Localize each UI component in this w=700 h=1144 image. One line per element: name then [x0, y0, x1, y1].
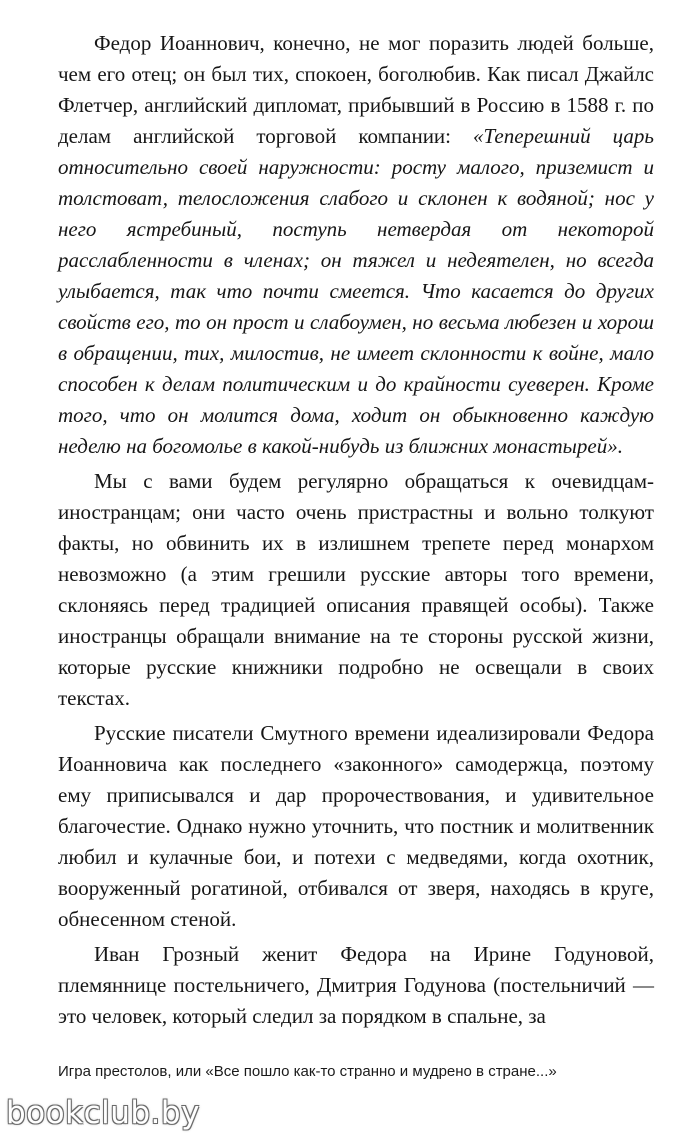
book-page-body — [58, 28, 654, 1036]
paragraph-ivan-marriage: Иван Грозный женит Федора на Ирине Годуновой, племяннице постельничего, Дмитрия Годунова (постельничий — это человек, который следил за порядком в спальне, за — [58, 942, 654, 1028]
running-footer-title: Игра престолов, или «Все пошло как-то странно и мудрено в стране...» — [58, 1063, 557, 1080]
paragraph-russian-writers: Русские писатели Смутного времени идеализировали Федора Иоанновича как последнего «законного» самодержца, поэтому ему приписывался и дар пророчествования, и удивительное благочестие. Однако нужно уточнить, что постник и молитвенник любил и кулачные бои, и потехи с медведями, когда охотник, вооруженный рогатиной, отбивался от зверя, находясь в круге, обнесенном стеной. — [58, 721, 654, 931]
paragraph-foreign-witnesses: Мы с вами будем регулярно обращаться к очевидцам-иностранцам; они часто очень пристрастны и вольно толкуют факты, но обвинить их в излишнем трепете перед монархом невозможно (а этим грешили русские авторы того времени, склоняясь перед традицией описания правящей особы). Также иностранцы обращали внимание на те стороны русской жизни, которые русские книжники подробно не освещали в своих текстах. — [58, 469, 654, 710]
paragraph-fyodor-description — [58, 28, 654, 462]
paragraph-intro-text: Федор Иоаннович, конечно, не мог поразить людей больше, чем его отец; он был тих, спокоен, боголюбив. Как писал Джайлс Флетчер, английский дипломат, прибывший в Россию в 1588 г. по делам английской торговой компании: — [58, 31, 654, 148]
watermark-logo: bookclub.by — [6, 1095, 200, 1131]
fletcher-quote: «Теперешний царь относительно своей наружности: росту малого, приземист и толстоват, телосложения слабого и склонен к водяной; нос у него ястребиный, поступь нетвердая от некоторой расслабленности в членах; он тяжел и недеятелен, но всегда улыбается, так что почти смеется. Что касается до других свойств его, то он прост и слабоумен, но весьма любезен и хорош в обращении, тих, милостив, не имеет склонности к войне, мало способен к делам политическим и до крайности суеверен. Кроме того, что он молится дома, ходит он обыкновенно каждую неделю на богомолье в какой-нибудь из ближних монастырей». — [58, 124, 654, 458]
